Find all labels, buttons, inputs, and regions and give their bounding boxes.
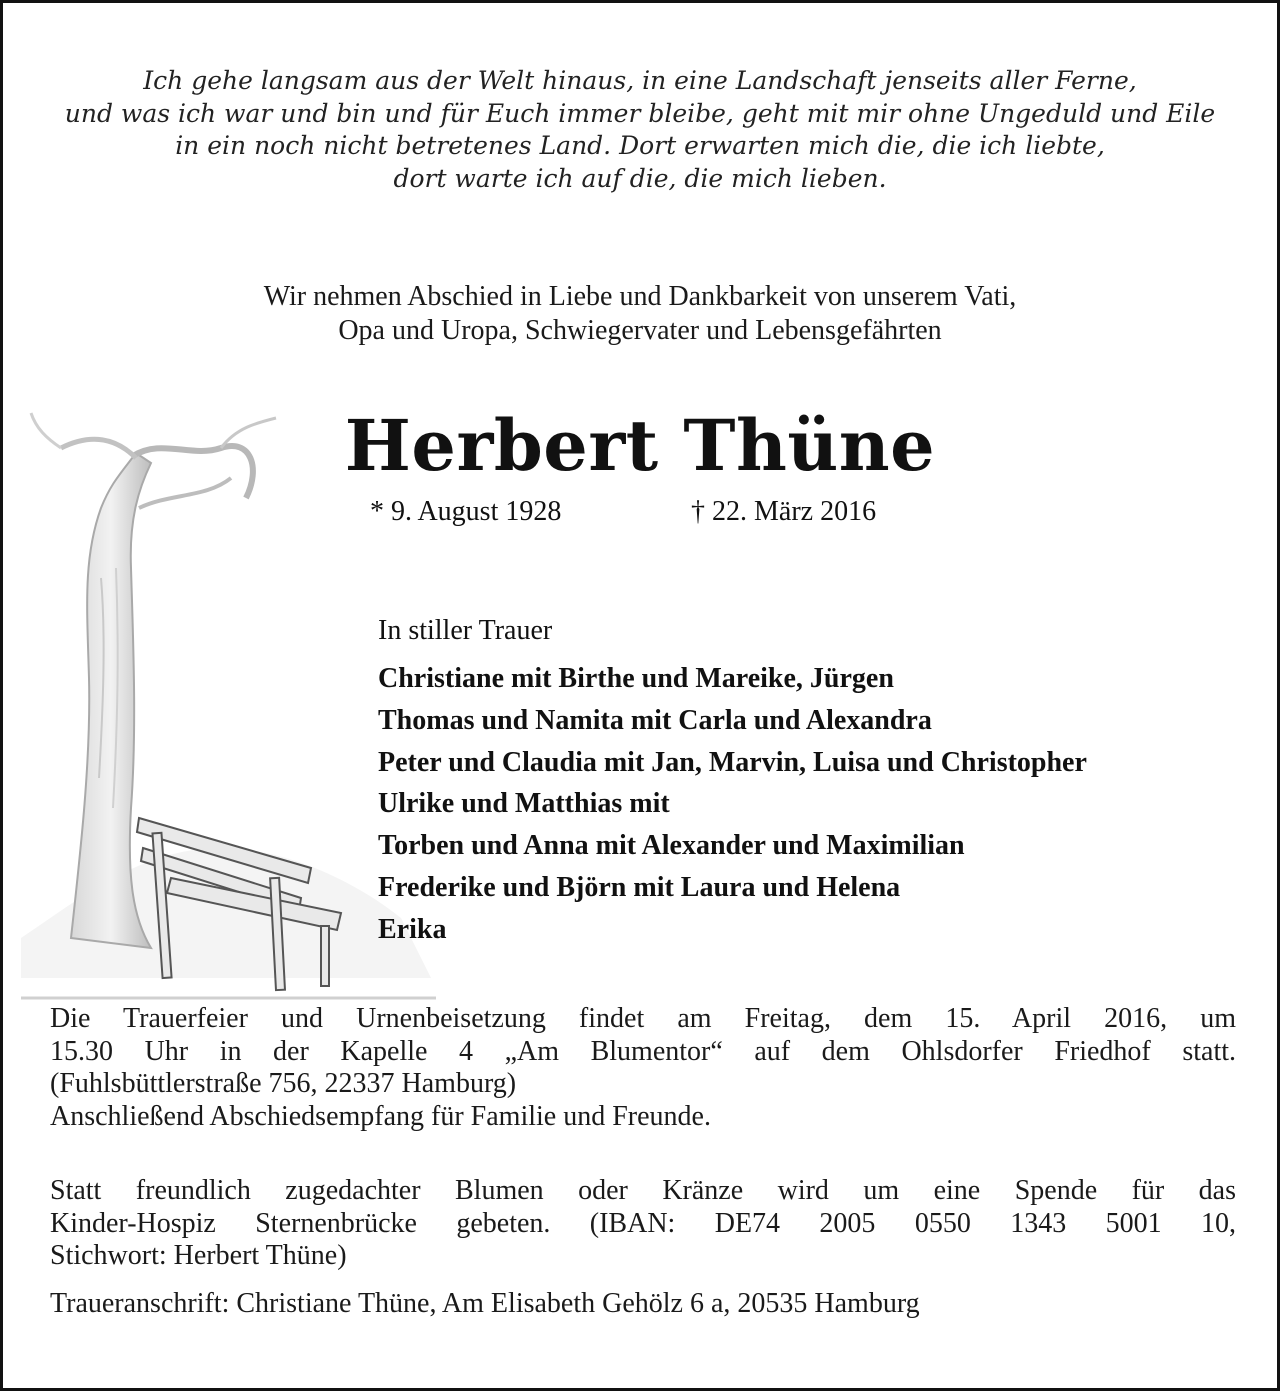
- poem-line: in ein noch nicht betretenes Land. Dort erwarten mich die, die ich liebte,: [175, 131, 1105, 160]
- ceremony-line: Anschließend Abschiedsempfang für Familie und Freunde.: [50, 1100, 711, 1132]
- ceremony-line: Die Trauerfeier und Urnenbeisetzung findet am Freitag, dem 15. April 2016, um: [50, 1003, 1236, 1034]
- ceremony-details: [50, 1003, 1236, 1133]
- poem-line: dort warte ich auf die, die mich lieben.: [393, 163, 887, 193]
- mourners-list: [378, 658, 1087, 951]
- death-date: † 22. März 2016: [691, 496, 877, 527]
- deceased-name: Herbert Thüne: [344, 404, 936, 487]
- donation-line: Statt freundlich zugedachter Blumen oder Kränze wird um eine Spende für das: [50, 1175, 1236, 1206]
- mourner-line: Erika: [378, 913, 447, 945]
- farewell-statement: [23, 280, 1257, 348]
- mourner-line: Frederike und Björn mit Laura und Helena: [378, 871, 901, 903]
- mourning-address: Traueranschrift: Christiane Thüne, Am Elisabeth Gehölz 6 a, 20535 Hamburg: [50, 1288, 920, 1319]
- donation-line: Stichwort: Herbert Thüne): [50, 1240, 347, 1271]
- poem-line: Ich gehe langsam aus der Welt hinaus, in eine Landschaft jenseits aller Ferne,: [143, 66, 1137, 95]
- poem-line: und was ich war und bin und für Euch immer bleibe, geht mit mir ohne Ungeduld und Eile: [64, 98, 1216, 128]
- mourner-line: Peter und Claudia mit Jan, Marvin, Luisa und Christopher: [378, 746, 1087, 778]
- farewell-line: Wir nehmen Abschied in Liebe und Dankbarkeit von unserem Vati,: [263, 281, 1017, 312]
- ceremony-line: (Fuhlsbüttlerstraße 756, 22337 Hamburg): [50, 1068, 517, 1099]
- mourner-line: Torben und Anna mit Alexander und Maximilian: [378, 830, 965, 862]
- ceremony-line: 15.30 Uhr in der Kapelle 4 „Am Blumentor“ auf dem Ohlsdorfer Friedhof statt.: [50, 1035, 1236, 1067]
- donation-request: [50, 1175, 1236, 1273]
- donation-line: Kinder-Hospiz Sternenbrücke gebeten. (IBAN: DE74 2005 0550 1343 5001 10,: [50, 1207, 1236, 1239]
- birth-date: * 9. August 1928: [370, 496, 562, 527]
- mourner-line: Ulrike und Matthias mit: [378, 788, 670, 820]
- mourning-heading: In stiller Trauer: [378, 615, 553, 646]
- farewell-line: Opa und Uropa, Schwiegervater und Lebensgefährten: [338, 315, 942, 346]
- poem: [23, 65, 1257, 195]
- mourner-line: Christiane mit Birthe und Mareike, Jürgen: [378, 663, 894, 694]
- mourner-line: Thomas und Namita mit Carla und Alexandra: [378, 704, 932, 736]
